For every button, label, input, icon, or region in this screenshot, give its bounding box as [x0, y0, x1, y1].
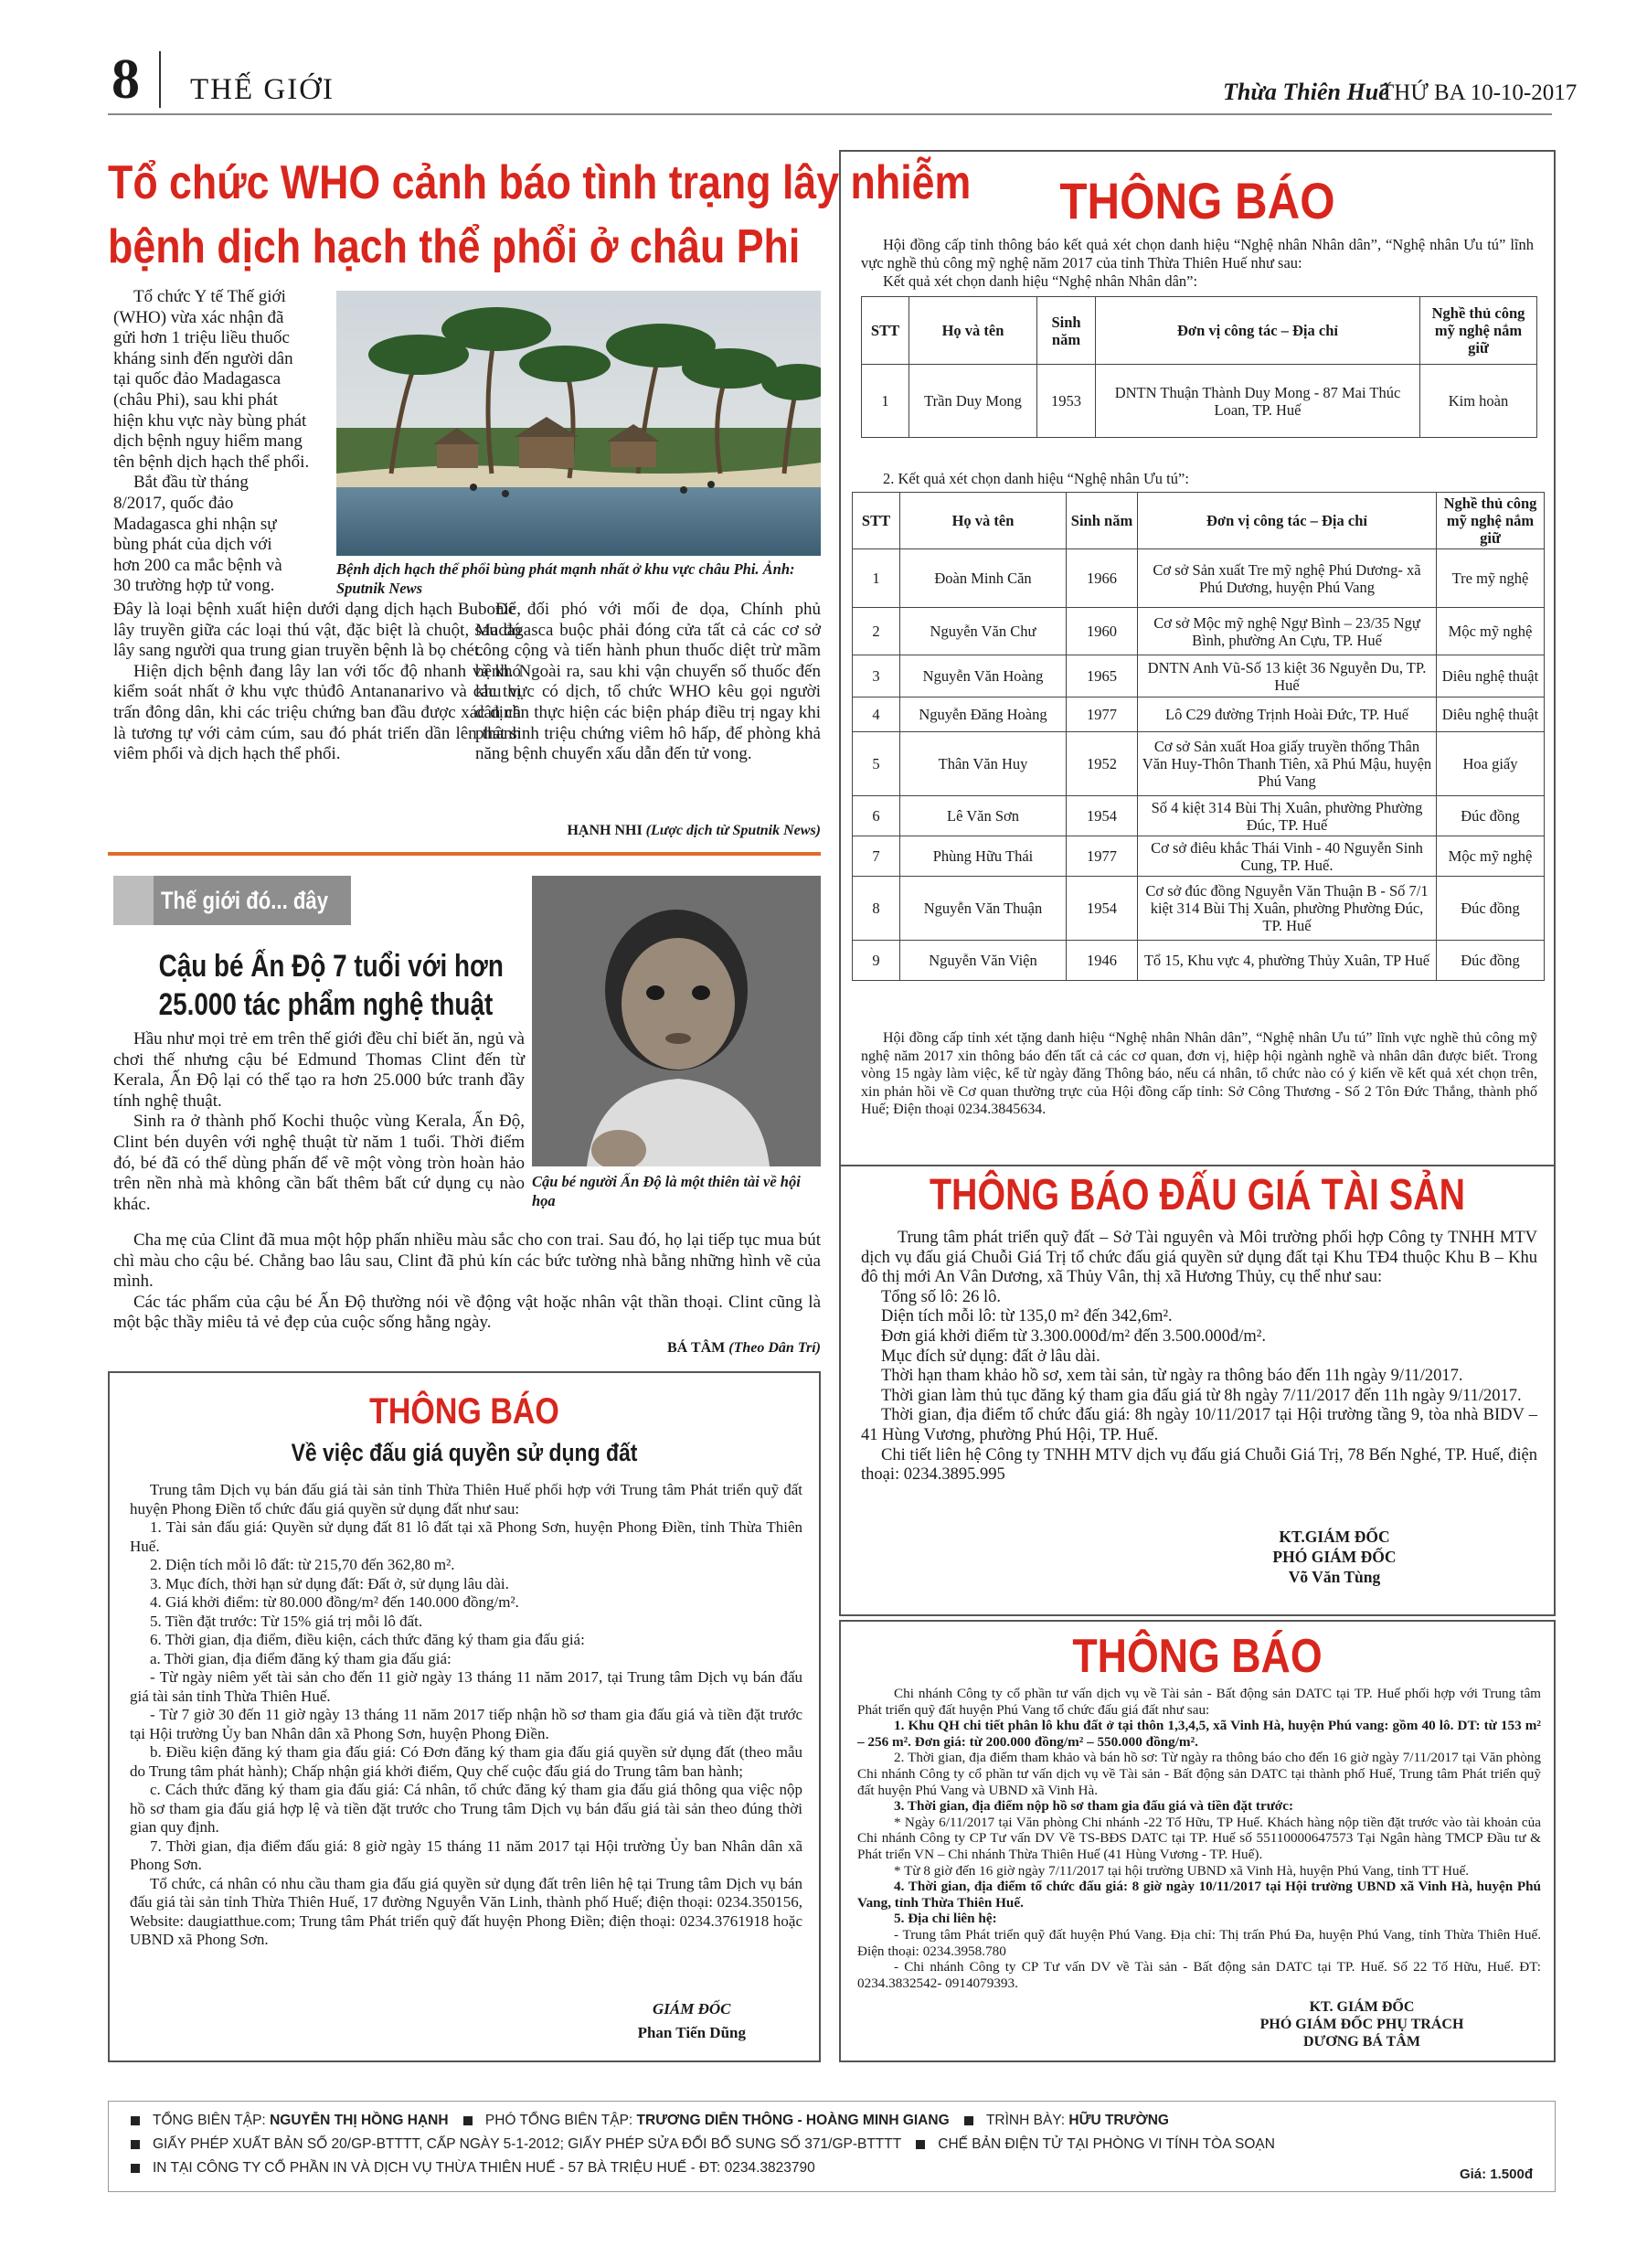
- kicker-text: Thế giới đó... đây: [161, 887, 329, 914]
- who-column-1-continued: [113, 600, 521, 765]
- notice-land-paragraph: - Từ 7 giờ 30 đến 11 giờ ngày 13 tháng 11 năm 2017 tiếp nhận hồ sơ tham gia đấu giá và tiền đặt trước tại Hội trường Ủy ban Nhân dân xã Phong Sơn, huyện Phong Điền.: [130, 1706, 802, 1742]
- table-header-row: [862, 297, 1537, 365]
- notice-auction-paragraph: Diện tích mỗi lô: từ 135,0 m² đến 342,6m².: [881, 1307, 1173, 1326]
- who-column-2: [475, 600, 821, 765]
- layout-editor: HỮU TRƯỜNG: [1068, 2113, 1169, 2128]
- who-col1-line: Tổ chức Y tế Thế giới: [133, 287, 286, 306]
- child-portrait-image: [532, 876, 821, 1166]
- table-header-cell: Sinh năm: [1067, 493, 1138, 549]
- table-row: [853, 941, 1545, 981]
- india-paragraph: Sinh ra ở thành phố Kochi thuộc vùng Kerala, Ấn Độ, Clint bén duyên với nghệ thuật từ năm 1 tuổi. Thời điểm đó, bé đã có thể dùng phấn để vẽ một vòng tròn hoàn hảo trên nền nhà mà không cần bất thêm bất cứ dụng cụ nào khác.: [113, 1112, 525, 1214]
- table-cell: 2: [853, 608, 900, 655]
- byline-source: (Lược dịch từ Sputnik News): [645, 823, 821, 838]
- table-cell: Nguyễn Văn Chư: [900, 608, 1067, 655]
- artisan-intro: Hội đồng cấp tỉnh thông báo kết quả xét chọn danh hiệu “Nghệ nhân Nhân dân”, “Nghệ nhân Ưu tú” lĩnh vực nghề thủ công mỹ nghệ năm 2017 của tỉnh Thừa Thiên Huế như sau:: [861, 236, 1534, 272]
- who-col1-line: gửi hơn 1 triệu liều thuốc: [113, 328, 290, 348]
- table-cell: Đúc đồng: [1437, 796, 1545, 836]
- table-cell: Cơ sở Sản xuất Hoa giấy truyền thống Thân Văn Huy-Thôn Thanh Tiên, xã Phú Mậu, huyện Phú Vang: [1138, 732, 1437, 796]
- table-cell: 3: [853, 655, 900, 697]
- table-header-cell: Đơn vị công tác – Địa chỉ: [1138, 493, 1437, 549]
- sign-name: Phan Tiến Dũng: [637, 2024, 746, 2041]
- who-photo-caption: Bệnh dịch hạch thể phổi bùng phát mạnh nhất ở khu vực châu Phi. Ảnh: Sputnik News: [336, 560, 795, 597]
- notice-subtitle: Về việc đấu giá quyền sử dụng đất: [291, 1439, 638, 1466]
- notice-auction-paragraph: Trung tâm phát triển quỹ đất – Sở Tài nguyên và Môi trường phối hợp Công ty TNHH MTV dịch vụ đấu giá Chuỗi Giá Trị tổ chức đấu giá quyền sử dụng đất tại Khu TĐ4 thuộc Khu B – Khu đô thị mới An Vân Dương, xã Thủy Vân, thị xã Hương Thủy, cụ thể như sau:: [861, 1229, 1537, 1287]
- table-cell: 1977: [1067, 836, 1138, 877]
- table-row: [853, 655, 1545, 697]
- village-palm-trees-image: [336, 291, 821, 556]
- table-row: [853, 877, 1545, 941]
- who-col1-line: Bắt đầu từ tháng: [133, 473, 249, 493]
- notice-land-paragraph: 4. Giá khởi điểm: từ 80.000 đồng/m² đến 140.000 đồng/m².: [150, 1593, 519, 1611]
- who-col1-line: 8/2017, quốc đảo: [113, 493, 234, 513]
- india-photo-caption: Cậu bé người Ấn Độ là một thiên tài về hội họa: [532, 1173, 801, 1209]
- who-byline: [366, 823, 821, 839]
- table-row: [853, 608, 1545, 655]
- notice-auction-paragraph: Đơn giá khởi điểm từ 3.300.000đ/m² đến 3.500.000đ/m².: [881, 1326, 1266, 1346]
- notice-auction-paragraph: Thời hạn tham khảo hồ sơ, xem tài sản, từ ngày ra thông báo đến 11h ngày 9/11/2017.: [881, 1367, 1463, 1386]
- table-cell: Số 4 kiệt 314 Bùi Thị Xuân, phường Phường Đúc, TP. Huế: [1138, 796, 1437, 836]
- table-cell: DNTN Anh Vũ-Số 13 kiệt 36 Nguyễn Du, TP. Huế: [1138, 655, 1437, 697]
- table-cell: Hoa giấy: [1437, 732, 1545, 796]
- india-headline-line2: 25.000 tác phẩm nghệ thuật: [158, 987, 494, 1022]
- india-paragraph: Các tác phẩm của cậu bé Ấn Độ thường nói về động vật hoặc nhân vật thần thoại. Clint cũng là một bậc thầy miêu tả vẻ đẹp của cuộc sống hằng ngày.: [113, 1292, 821, 1333]
- table-header-cell: Họ và tên: [909, 297, 1037, 365]
- kicker-banner: [113, 876, 351, 925]
- publishing-license: GIẤY PHÉP XUẤT BẢN SỐ 20/GP-BTTTT, CẤP NGÀY 5-1-2012; GIẤY PHÉP SỬA ĐỔI BỔ SUNG SỐ 371/GP-BTTTT: [153, 2136, 901, 2152]
- byline-name: HẠNH NHI: [567, 823, 643, 838]
- footer-label: PHÓ TỔNG BIÊN TẬP:: [484, 2113, 633, 2128]
- notice-title: THÔNG BÁO: [369, 1391, 559, 1432]
- notice-title: THÔNG BÁO ĐẤU GIÁ TÀI SẢN: [929, 1171, 1466, 1219]
- table-cell: 5: [853, 732, 900, 796]
- table-cell: 1965: [1067, 655, 1138, 697]
- notice-land-paragraph: - Từ ngày niêm yết tài sản cho đến 11 giờ ngày 13 tháng 11 năm 2017, tại Trung tâm Dịch vụ bán đấu giá tài sản tỉnh Thừa Thiên Huế.: [130, 1668, 802, 1705]
- table-cell: 1966: [1067, 549, 1138, 608]
- table-cell: Nguyễn Đăng Hoàng: [900, 697, 1067, 732]
- footer-label: TRÌNH BÀY:: [985, 2113, 1066, 2128]
- table-header-cell: STT: [853, 493, 900, 549]
- printing-info: IN TẠI CÔNG TY CỔ PHẦN IN VÀ DỊCH VỤ THỪA THIÊN HUẾ - 57 BÀ TRIỆU HUẾ - ĐT: 0234.3823790: [153, 2160, 815, 2176]
- artisan-section-1: Kết quả xét chọn danh hiệu “Nghệ nhân Nhân dân”:: [883, 272, 1198, 290]
- sign-name: Võ Văn Tùng: [1288, 1568, 1381, 1586]
- footer-label: TỔNG BIÊN TẬP:: [153, 2113, 266, 2128]
- table-header-row: [853, 493, 1545, 549]
- sign-title: KT. GIÁM ĐỐC: [1309, 1999, 1415, 2015]
- table-row: [853, 697, 1545, 732]
- table-cell: Diêu nghệ thuật: [1437, 655, 1545, 697]
- table-cell: Đúc đồng: [1437, 941, 1545, 981]
- india-headline: [122, 947, 525, 1024]
- editor-in-chief: NGUYỄN THỊ HỒNG HẠNH: [270, 2113, 449, 2128]
- page-number: 8: [112, 48, 140, 111]
- issue-date: THỨ BA 10-10-2017: [1380, 80, 1578, 105]
- header-divider: [159, 51, 161, 108]
- footer-line-3: [131, 2156, 1533, 2180]
- table-cell: Cơ sở đúc đồng Nguyễn Văn Thuận B - Số 7/1 kiệt 314 Bùi Thị Xuân, phường Phường Đúc, TP. Huế: [1138, 877, 1437, 941]
- notice-auction-box: [839, 1166, 1556, 1616]
- table-cell: Diêu nghệ thuật: [1437, 697, 1545, 732]
- who-col1-line: dịch bệnh nguy hiểm mang: [113, 431, 303, 452]
- newspaper-name: Thừa Thiên Huế: [1223, 79, 1389, 105]
- table-cell: Trần Duy Mong: [909, 365, 1037, 438]
- notice-land-paragraph: 5. Tiền đặt trước: Từ 15% giá trị mỗi lô đất.: [150, 1612, 423, 1630]
- notice-land-body: [130, 1481, 802, 1950]
- table-header-cell: Nghề thủ công mỹ nghệ nắm giữ: [1437, 493, 1545, 549]
- artisan-section-2: 2. Kết quả xét chọn danh hiệu “Nghệ nhân Ưu tú”:: [883, 470, 1189, 487]
- who-paragraph: Đây là loại bệnh xuất hiện dưới dạng dịch hạch Bubonic, lây truyền giữa các loại thú vật, đặc biệt là chuột, sau đó lây sang người qua trung gian truyền bệnh là bọ chét.: [113, 600, 521, 661]
- table-cell: Phùng Hữu Thái: [900, 836, 1067, 877]
- notice-land-paragraph: 3. Mục đích, thời hạn sử dụng đất: Đất ở, sử dụng lâu dài.: [150, 1574, 509, 1592]
- table-header-cell: Nghề thủ công mỹ nghệ nắm giữ: [1420, 297, 1537, 365]
- typesetting-info: CHẾ BẢN ĐIỆN TỬ TẠI PHÒNG VI TÍNH TÒA SOẠN: [938, 2136, 1275, 2152]
- who-col1-line: 30 trường hợp tử vong.: [113, 576, 275, 596]
- table-cell: Cơ sở Mộc mỹ nghệ Ngự Bình – 23/35 Ngự Bình, phường An Cựu, TP. Huế: [1138, 608, 1437, 655]
- artisan-outro: Hội đồng cấp tỉnh xét tặng danh hiệu “Nghệ nhân Nhân dân”, “Nghệ nhân Ưu tú” lĩnh vực nghề thủ công mỹ nghệ năm 2017 xin thông báo đến tất cả các cơ quan, đơn vị, hiệp hội ngành nghề và nhân dân được biết. Trong vòng 15 ngày làm việc, kể từ ngày đăng Thông báo, nếu cá nhân, tổ chức nào có ý kiến về kết quả xét chọn trên, xin phản hồi về Cơ quan thường trực của Hội đồng cấp tỉnh: Sở Công Thương - Số 2 Tôn Đức Thắng, thành phố Huế; Điện thoại 0234.3845634.: [861, 1030, 1537, 1117]
- datc-item-2: 2. Thời gian, địa điểm tham khảo và bán hồ sơ: Từ ngày ra thông báo cho đến 16 giờ ngày 7/11/2017 tại Văn phòng Chi nhánh Công ty cổ phần tư vấn dịch vụ về Tài sản - Bất động sản DATC tại thành phố Huế, Trung tâm Phát triển quỹ đất huyện Phú Vang và UBND xã Vinh Hà.: [857, 1750, 1541, 1798]
- table-cell: DNTN Thuận Thành Duy Mong - 87 Mai Thúc Loan, TP. Huế: [1096, 365, 1420, 438]
- notice-auction-paragraph: Tổng số lô: 26 lô.: [881, 1287, 1002, 1306]
- table-cell: 1954: [1067, 796, 1138, 836]
- notice-artisan-box: [839, 150, 1556, 1166]
- table-cell: Mộc mỹ nghệ: [1437, 836, 1545, 877]
- who-column-1: [113, 287, 329, 597]
- notice-land-paragraph: Trung tâm Dịch vụ bán đấu giá tài sản tỉnh Thừa Thiên Huế phối hợp với Trung tâm Phát triển quỹ đất huyện Phong Điền tổ chức đấu giá quyền sử dụng đất như sau:: [130, 1481, 802, 1517]
- table-cell: Lô C29 đường Trịnh Hoài Đức, TP. Huế: [1138, 697, 1437, 732]
- header-rule: [108, 113, 1552, 115]
- table-cell: 1: [862, 365, 909, 438]
- datc-item-3a: * Ngày 6/11/2017 tại Văn phòng Chi nhánh -22 Tố Hữu, TP Huế. Khách hàng nộp tiền đặt trước vào tài khoản của Chi nhánh Công ty CP Tư vấn DV Về TS-BĐS DATC tại TP. Huế số 55110000647573 Tại Ngân hàng TMCP Đầu tư & Phát triển VN – Chi nhánh Thừa Thiên Huế (41 Hùng Vương - TP. Huế).: [857, 1814, 1541, 1862]
- artisan-table-1: [861, 296, 1537, 438]
- notice-land-paragraph: 6. Thời gian, địa điểm, điều kiện, cách thức đăng ký tham gia đấu giá:: [150, 1631, 585, 1648]
- table-cell: 1960: [1067, 608, 1138, 655]
- table-cell: Tổ 15, Khu vực 4, phường Thủy Xuân, TP Huế: [1138, 941, 1437, 981]
- datc-item-3: 3. Thời gian, địa điểm nộp hồ sơ tham gia đấu giá và tiền đặt trước:: [894, 1798, 1294, 1815]
- table-cell: Nguyễn Văn Thuận: [900, 877, 1067, 941]
- who-col1-line: (châu Phi), sau khi phát: [113, 389, 278, 410]
- notice-title: THÔNG BÁO: [1072, 1630, 1323, 1683]
- masthead-footer: [108, 2101, 1556, 2192]
- footer-line-1: [131, 2109, 1533, 2133]
- table-cell: Lê Văn Sơn: [900, 796, 1067, 836]
- table-cell: 7: [853, 836, 900, 877]
- footer-line-2: [131, 2133, 1533, 2156]
- who-col1-line: (WHO) vừa xác nhận đã: [113, 307, 284, 327]
- table-cell: Mộc mỹ nghệ: [1437, 608, 1545, 655]
- datc-item-5a: - Trung tâm Phát triển quỹ đất huyện Phú Vang. Địa chỉ: Thị trấn Phú Đa, huyện Phú Vang, tỉnh Thừa Thiên Huế. Điện thoại: 0234.3958.780: [857, 1926, 1541, 1959]
- price: Giá: 1.500đ: [1459, 2167, 1533, 2182]
- india-column-a: [113, 1029, 525, 1215]
- notice-land-paragraph: a. Thời gian, địa điểm đăng ký tham gia đấu giá:: [150, 1649, 452, 1667]
- table-row: [853, 732, 1545, 796]
- notice-land-auction-box: [108, 1371, 821, 2062]
- table-row: [853, 796, 1545, 836]
- notice-auction-paragraph: Thời gian, địa điểm tổ chức đấu giá: 8h ngày 10/11/2017 tại Hội trường tầng 9, tòa nhà BIDV – 41 Hùng Vương, phường Phú Hội, TP. Huế.: [861, 1406, 1537, 1444]
- datc-intro: Chi nhánh Công ty cổ phần tư vấn dịch vụ về Tài sản - Bất động sản DATC tại TP. Huế phối hợp với Trung tâm Phát triển quỹ đất huyện Phú Vang tổ chức đấu giá đất như sau:: [857, 1686, 1541, 1718]
- table-cell: 4: [853, 697, 900, 732]
- who-col1-line: tại quốc đảo Madagasca: [113, 369, 282, 389]
- sign-title: KT.GIÁM ĐỐC: [1279, 1528, 1390, 1546]
- notice-title: THÔNG BÁO: [1059, 172, 1335, 229]
- who-col1-line: bùng phát của dịch với: [113, 535, 272, 555]
- datc-item-1: 1. Khu QH chi tiết phân lô khu đất ở tại thôn 1,3,4,5, xã Vinh Hà, huyện Phú vang: gồm 40 lô. DT: từ 153 m² – 256 m². Đơn giá: từ 200.000 đồng/m² – 550.000 đồng/m².: [857, 1718, 1541, 1750]
- india-column-b: [113, 1230, 821, 1334]
- table-header-cell: Đơn vị công tác – Địa chỉ: [1096, 297, 1420, 365]
- table-cell: 9: [853, 941, 900, 981]
- notice-datc-box: [839, 1620, 1556, 2062]
- who-paragraph: Để đối phó với mối đe dọa, Chính phủ Madagasca buộc phải đóng cửa tất cả các cơ sở công cộng và tiến hành phun thuốc diệt trừ mầm bệnh. Ngoài ra, sau khi vận chuyển số thuốc đến khu vực có dịch, tổ chức WHO kêu gọi người dân cần thực hiện các biện pháp điều trị ngay khi phát sinh triệu chứng viêm hô hấp, để phòng khả năng bệnh chuyển xấu dẫn đến tử vong.: [475, 600, 821, 764]
- datc-item-4: 4. Thời gian, địa điểm tổ chức đấu giá: 8 giờ ngày 10/11/2017 tại Hội trường UBND xã Vinh Hà, huyện Phú Vang, tỉnh Thừa Thiên Huế.: [857, 1879, 1541, 1911]
- table-cell: 6: [853, 796, 900, 836]
- table-cell: Cơ sở Sản xuất Tre mỹ nghệ Phú Dương- xã Phú Dương, huyện Phú Vang: [1138, 549, 1437, 608]
- notice-datc-body: [857, 1686, 1541, 1991]
- table-cell: 1953: [1037, 365, 1096, 438]
- section-divider: [108, 852, 821, 856]
- who-col1-line: hiện khu vực này bùng phát: [113, 410, 307, 431]
- table-row: [853, 836, 1545, 877]
- notice-land-paragraph: 1. Tài sản đấu giá: Quyền sử dụng đất 81 lô đất tại xã Phong Sơn, huyện Phong Điền, tỉnh Thừa Thiên Huế.: [130, 1518, 802, 1555]
- notice-auction-paragraph: Chi tiết liên hệ Công ty TNHH MTV dịch vụ đấu giá Chuỗi Giá Trị, 78 Bến Nghé, TP. Huế, điện thoại: 0234.3895.995: [861, 1445, 1537, 1485]
- table-cell: Tre mỹ nghệ: [1437, 549, 1545, 608]
- notice-auction-paragraph: Thời gian làm thủ tục đăng ký tham gia đấu giá từ 8h ngày 7/11/2017 đến 11h ngày 9/11/2017.: [881, 1386, 1522, 1405]
- table-cell: 1977: [1067, 697, 1138, 732]
- table-row: [853, 549, 1545, 608]
- notice-datc-signature: [1170, 1998, 1554, 2050]
- artisan-table-2: [852, 492, 1545, 981]
- india-paragraph: Hầu như mọi trẻ em trên thế giới đều chỉ biết ăn, ngủ và chơi thế nhưng cậu bé Edmund Thomas Clint đến từ Kerala, Ấn Độ lại có thể tạo ra hơn 25.000 bức tranh đầy tính nghệ thuật.: [113, 1029, 525, 1111]
- who-headline-line2: bệnh dịch hạch thể phổi ở châu Phi: [108, 220, 801, 273]
- table-cell: Nguyễn Văn Viện: [900, 941, 1067, 981]
- datc-item-5: 5. Địa chỉ liên hệ:: [894, 1911, 997, 1927]
- byline-name: BÁ TÂM: [667, 1340, 726, 1356]
- table-cell: Đúc đồng: [1437, 877, 1545, 941]
- section-title: THẾ GIỚI: [190, 73, 335, 106]
- who-col1-line: tên bệnh dịch hạch thể phổi.: [113, 452, 310, 472]
- notice-land-paragraph: b. Điều kiện đăng ký tham gia đấu giá: Có Đơn đăng ký tham gia đấu giá quyền sử dụng đất (theo mẫu do Trung tâm phát hành); Chấp nhận giá khởi điểm, Quy chế cuộc đấu giá do Trung tâm ban hành;: [130, 1743, 802, 1780]
- sign-name: DƯƠNG BÁ TÂM: [1303, 2034, 1420, 2050]
- notice-land-signature: [638, 2000, 746, 2042]
- who-col1-line: kháng sinh đến người dân: [113, 348, 293, 368]
- notice-auction-body: [861, 1229, 1537, 1485]
- datc-item-5b: - Chi nhánh Công ty CP Tư vấn DV về Tài sản - Bất động sản DATC tại TP. Huế. Số 22 Tố Hữu, Huế. ĐT: 0234.3832542- 0914079393.: [857, 1959, 1541, 1991]
- table-header-cell: STT: [862, 297, 909, 365]
- notice-land-paragraph: 2. Diện tích mỗi lô đất: từ 215,70 đến 362,80 m².: [150, 1556, 455, 1573]
- table-row: [862, 365, 1537, 438]
- deputy-editors: TRƯƠNG DIỄN THÔNG - HOÀNG MINH GIANG: [636, 2113, 950, 2128]
- who-col1-line: Madagasca ghi nhận sự: [113, 514, 277, 534]
- who-photo: [336, 291, 821, 556]
- table-cell: Cơ sở điêu khắc Thái Vinh - 40 Nguyễn Sinh Cung, TP. Huế.: [1138, 836, 1437, 877]
- notice-land-paragraph: c. Cách thức đăng ký tham gia đấu giá: Cá nhân, tổ chức đăng ký tham gia đấu giá thông qua việc nộp hồ sơ tham gia đấu giá hợp lệ và tiền đặt trước cho Trung tâm Dịch vụ bán đấu giá tài sản theo đúng thời gian quy định.: [130, 1781, 802, 1836]
- table-header-cell: Họ và tên: [900, 493, 1067, 549]
- who-col1-line: hơn 200 ca mắc bệnh và: [113, 555, 282, 575]
- table-cell: Nguyễn Văn Hoàng: [900, 655, 1067, 697]
- table-cell: 8: [853, 877, 900, 941]
- who-paragraph: Hiện dịch bệnh đang lây lan với tốc độ nhanh và khó kiểm soát nhất ở khu vực thủđô Antananarivo và các thị trấn đông dân, khi các triệu chứng ban đầu được xác định là tương tự với cảm cúm, sau đó phát triển dần lên thành viêm phổi và dịch hạch thể phổi.: [113, 661, 521, 764]
- notice-land-paragraph: 7. Thời gian, địa điểm đấu giá: 8 giờ ngày 15 tháng 11 năm 2017 tại Hội trường Ủy ban Nhân dân xã Phong Sơn.: [130, 1837, 802, 1873]
- table-cell: Kim hoàn: [1420, 365, 1537, 438]
- table-cell: 1954: [1067, 877, 1138, 941]
- sign-subtitle: PHÓ GIÁM ĐỐC PHỤ TRÁCH: [1259, 2017, 1464, 2032]
- table-cell: 1952: [1067, 732, 1138, 796]
- india-byline: [366, 1340, 821, 1357]
- india-photo: [532, 876, 821, 1166]
- sign-subtitle: PHÓ GIÁM ĐỐC: [1272, 1548, 1397, 1566]
- notice-auction-signature: [1152, 1527, 1517, 1587]
- sign-title: GIÁM ĐỐC: [653, 2000, 731, 2018]
- byline-source: (Theo Dân Trí): [728, 1340, 821, 1356]
- india-headline-line1: Cậu bé Ấn Độ 7 tuổi với hơn: [158, 949, 504, 984]
- notice-auction-paragraph: Mục đích sử dụng: đất ở lâu dài.: [881, 1347, 1100, 1366]
- india-paragraph: Cha mẹ của Clint đã mua một hộp phấn nhiều màu sắc cho con trai. Sau đó, họ lại tiếp tục mua bút chì màu cho cậu bé. Chẳng bao lâu sau, Clint đã phủ kín các bức tường nhà bằng những hình vẽ của mình.: [113, 1230, 821, 1292]
- table-cell: Thân Văn Huy: [900, 732, 1067, 796]
- who-headline-line1: Tổ chức WHO cảnh báo tình trạng lây nhiễm: [108, 156, 972, 209]
- datc-item-3b: * Từ 8 giờ đến 16 giờ ngày 7/11/2017 tại hội trường UBND xã Vinh Hà, huyện Phú Vang, tỉnh TT Huế.: [894, 1862, 1470, 1879]
- table-cell: Đoàn Minh Căn: [900, 549, 1067, 608]
- table-cell: 1946: [1067, 941, 1138, 981]
- notice-land-paragraph: Tổ chức, cá nhân có nhu cầu tham gia đấu giá quyền sử dụng đất trên liên hệ tại Trung tâm Dịch vụ bán đấu giá tài sản tỉnh Thừa Thiên Huế, 17 đường Nguyễn Văn Linh, thành phố Huế; điện thoại: 0234.350156, Website: daugiatthue.com; Trung tâm Phát triển quỹ đất huyện Phong Điền; điện thoại: 0234.3761918 hoặc UBND xã Phong Sơn.: [130, 1874, 802, 1948]
- table-cell: 1: [853, 549, 900, 608]
- table-header-cell: Sinh năm: [1037, 297, 1096, 365]
